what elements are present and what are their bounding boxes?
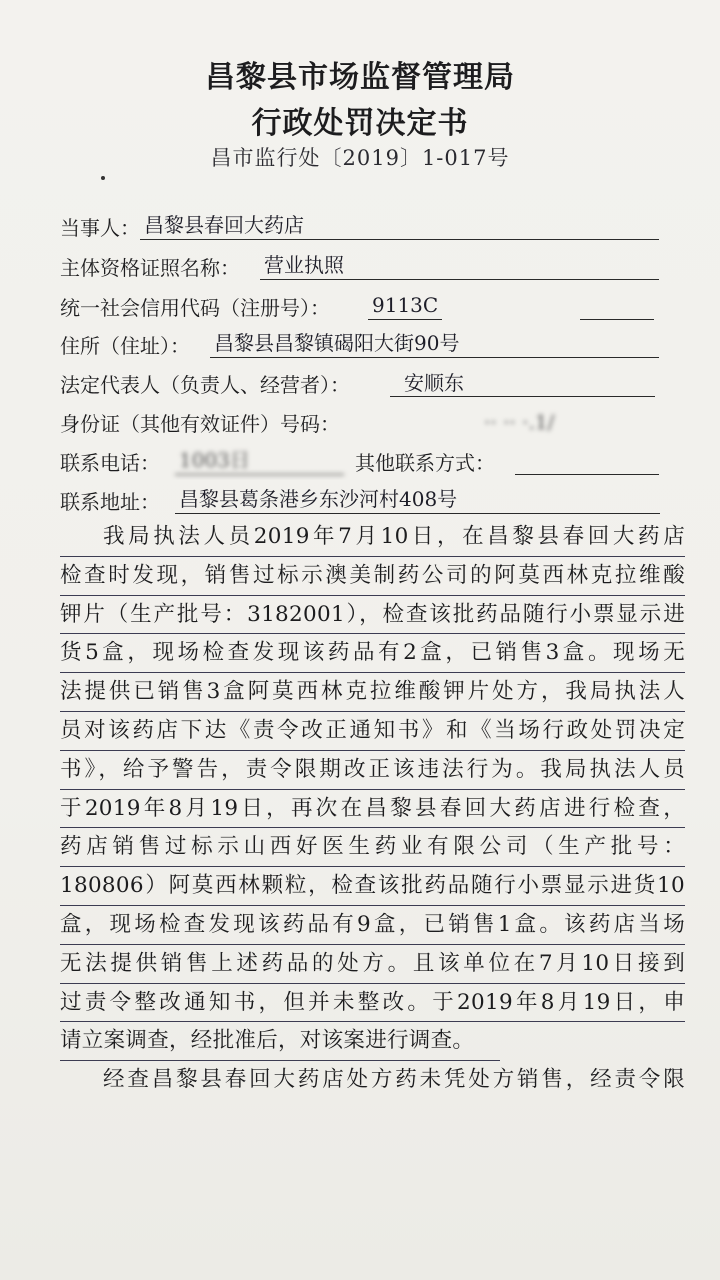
body-line: 货5盒，现场检查发现该药品有2盒，已销售3盒。现场无 — [60, 634, 685, 673]
field-value: 9113C — [368, 291, 442, 320]
field-party — [60, 211, 660, 245]
body-line: 钾片（生产批号：3182001），检查该批药品随行小票显示进 — [60, 596, 685, 635]
field-label: 住所（住址）： — [60, 334, 190, 358]
field-label: 身份证（其他有效证件）号码： — [60, 412, 340, 436]
body-line: 过责令整改通知书，但并未整改。于2019年8月19日，申 — [60, 984, 685, 1023]
field-label: 联系地址： — [60, 490, 160, 514]
field-value: 昌黎县葛条港乡东沙河村408号 — [175, 485, 660, 514]
field-id-number — [60, 407, 660, 441]
field-address — [60, 329, 660, 363]
body-line: 于2019年8月19日，再次在昌黎县春回大药店进行检查， — [60, 790, 685, 829]
document-number: 昌市监行处〔2019〕1-017号 — [210, 146, 510, 170]
field-value: 1003日 — [175, 446, 344, 475]
field-phone — [60, 446, 660, 480]
field-value: 昌黎县春回大药店 — [140, 211, 659, 240]
field-blank — [580, 291, 654, 320]
agency-title: 昌黎县市场监督管理局 — [205, 60, 515, 95]
document-type-title: 行政处罚决定书 — [251, 106, 469, 141]
field-value: 营业执照 — [260, 251, 659, 280]
field-value: ·· ·· ·.1/ — [484, 410, 555, 434]
body-line: 药店销售过标示山西好医生药业有限公司（生产批号： — [60, 828, 685, 867]
body-line: 检查时发现，销售过标示澳美制药公司的阿莫西林克拉维酸 — [60, 557, 685, 596]
field-label-other-contact: 其他联系方式： — [355, 451, 495, 475]
ink-dot — [101, 176, 105, 180]
field-contact-address — [60, 485, 660, 519]
field-label: 法定代表人（负责人、经营者）： — [60, 373, 350, 397]
field-label: 统一社会信用代码（注册号）： — [60, 296, 330, 320]
field-value-other-contact — [515, 446, 659, 475]
body-line: 180806）阿莫西林颗粒，检查该批药品随行小票显示进货10 — [60, 867, 685, 906]
body-line: 书》，给予警告，责令限期改正该违法行为。我局执法人员 — [60, 751, 685, 790]
body-line: 无法提供销售上述药品的处方。且该单位在7月10日接到 — [60, 945, 685, 984]
field-value: 昌黎县昌黎镇碣阳大街90号 — [210, 329, 659, 358]
body-text — [60, 518, 685, 1100]
body-line: 经查昌黎县春回大药店处方药未凭处方销售，经责令限 — [103, 1067, 685, 1093]
body-line: 员对该药店下达《责令改正通知书》和《当场行政处罚决定 — [60, 712, 685, 751]
field-label: 主体资格证照名称： — [60, 256, 240, 280]
field-value: 安顺东 — [390, 369, 655, 397]
body-line: 我局执法人员2019年7月10日，在昌黎县春回大药店 — [60, 518, 685, 557]
field-legal-rep — [60, 368, 660, 402]
field-label: 当事人： — [60, 216, 140, 240]
field-license-name — [60, 251, 660, 285]
body-line: 请立案调查，经批准后，对该案进行调查。 — [60, 1022, 500, 1061]
body-line: 法提供已销售3盒阿莫西林克拉维酸钾片处方，我局执法人 — [60, 673, 685, 712]
field-credit-code — [60, 291, 660, 325]
body-line: 盒，现场检查发现该药品有9盒，已销售1盒。该药店当场 — [60, 906, 685, 945]
field-label: 联系电话： — [60, 451, 160, 475]
